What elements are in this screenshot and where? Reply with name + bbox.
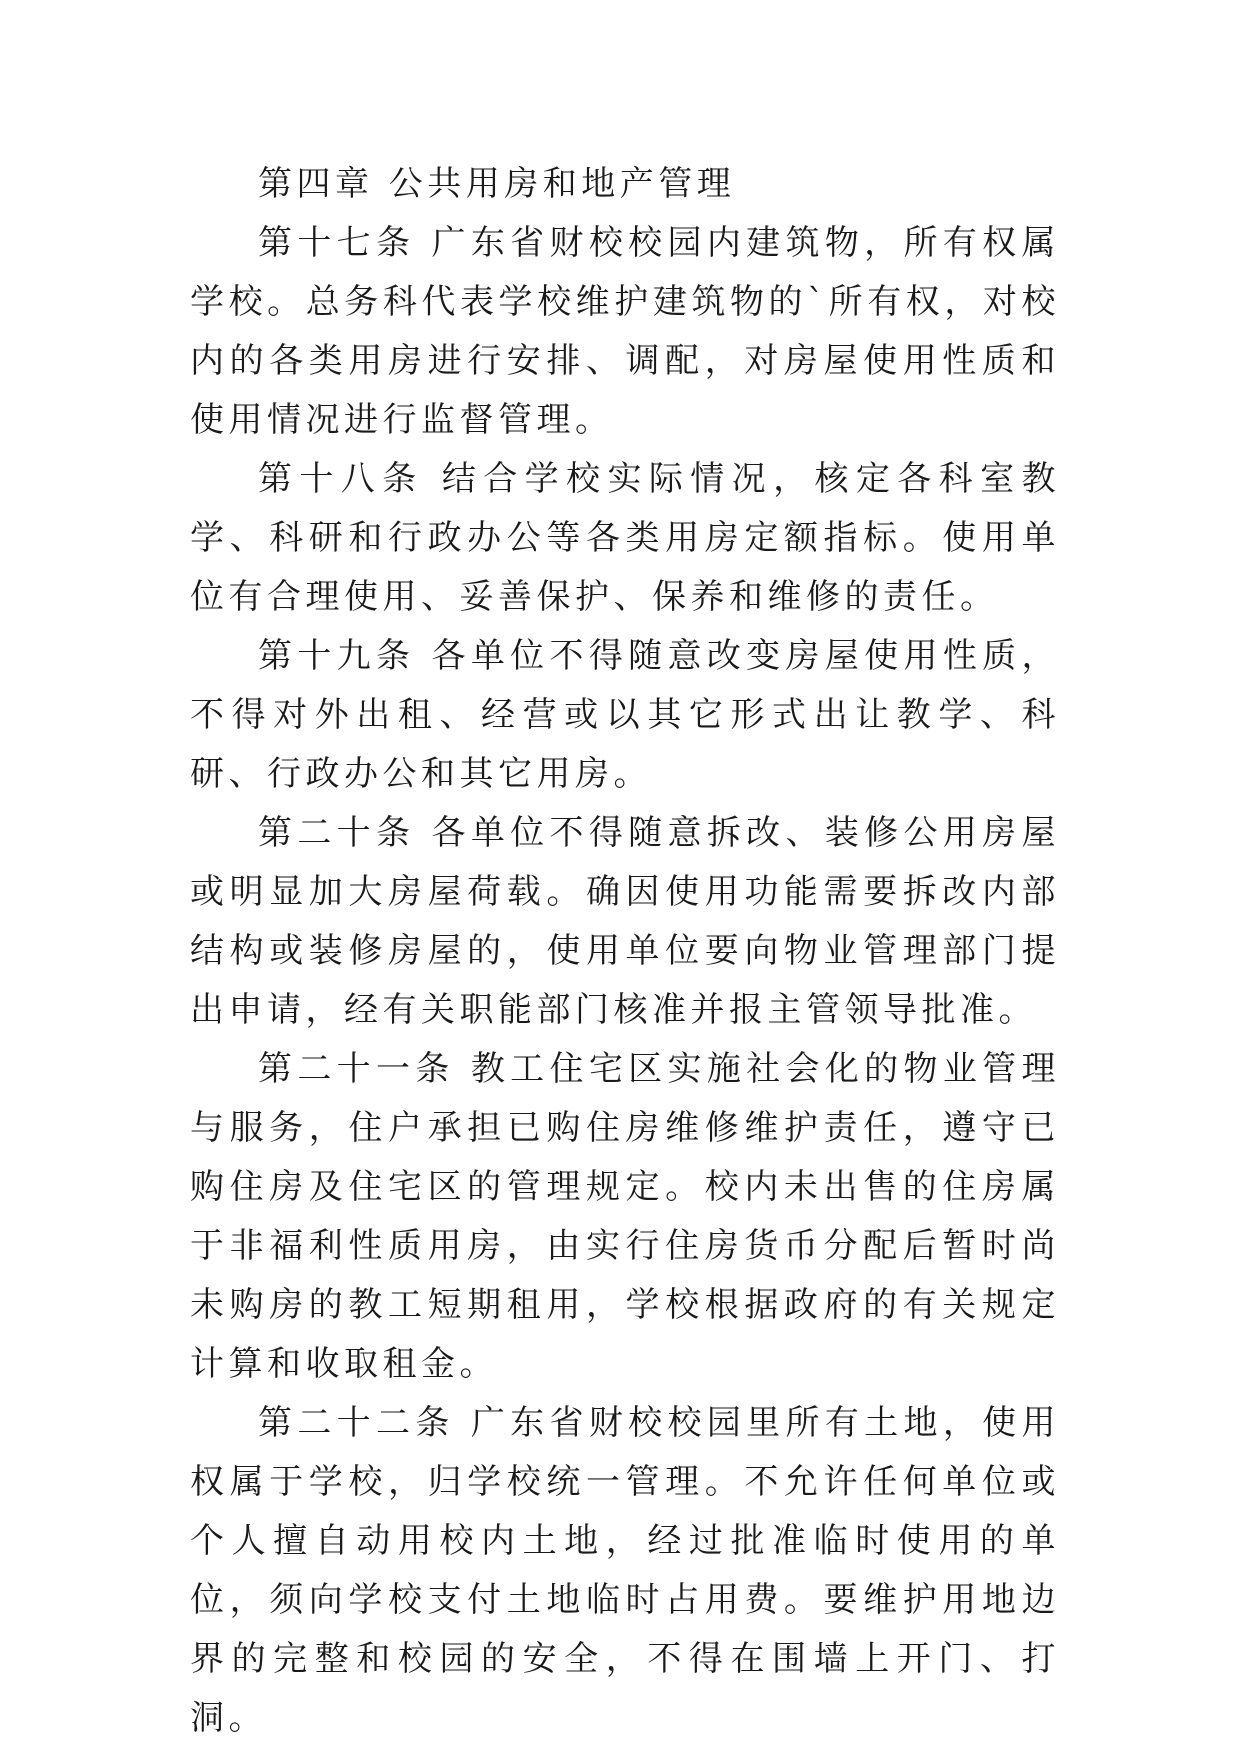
article-17: 第十七条 广东省财校校园内建筑物，所有权属学校。总务科代表学校维护建筑物的`所有权，对校内的各类用房进行安排、调配，对房屋使用性质和使用情况进行监督管理。 [190, 223, 1060, 440]
article-21: 第二十一条 教工住宅区实施社会化的物业管理与服务，住户承担已购住房维修维护责任，遵守已购住房及住宅区的管理规定。校内未出售的住房属于非福利性质用房，由实行住房货币分配后暂时尚未购房的教工短期租用，学校根据政府的有关规定计算和收取租金。 [190, 1049, 1060, 1384]
article-22: 第二十二条 广东省财校校园里所有土地，使用权属于学校，归学校统一管理。不允许任何单位或个人擅自动用校内土地，经过批准临时使用的单位，须向学校支付土地临时占用费。要维护用地边界的完整和校园的安全，不得在围墙上开门、打洞。 [190, 1403, 1060, 1738]
article-20: 第二十条 各单位不得随意拆改、装修公用房屋或明显加大房屋荷载。确因使用功能需要拆改内部结构或装修房屋的，使用单位要向物业管理部门提出申请，经有关职能部门核准并报主管领导批准。 [190, 813, 1060, 1030]
article-18: 第十八条 结合学校实际情况，核定各科室教学、科研和行政办公等各类用房定额指标。使用单位有合理使用、妥善保护、保养和维修的责任。 [190, 459, 1060, 617]
document-body [190, 155, 1060, 1748]
chapter-title: 第四章 公共用房和地产管理 [258, 164, 736, 204]
article-19: 第十九条 各单位不得随意改变房屋使用性质，不得对外出租、经营或以其它形式出让教学、科研、行政办公和其它用房。 [190, 636, 1060, 794]
